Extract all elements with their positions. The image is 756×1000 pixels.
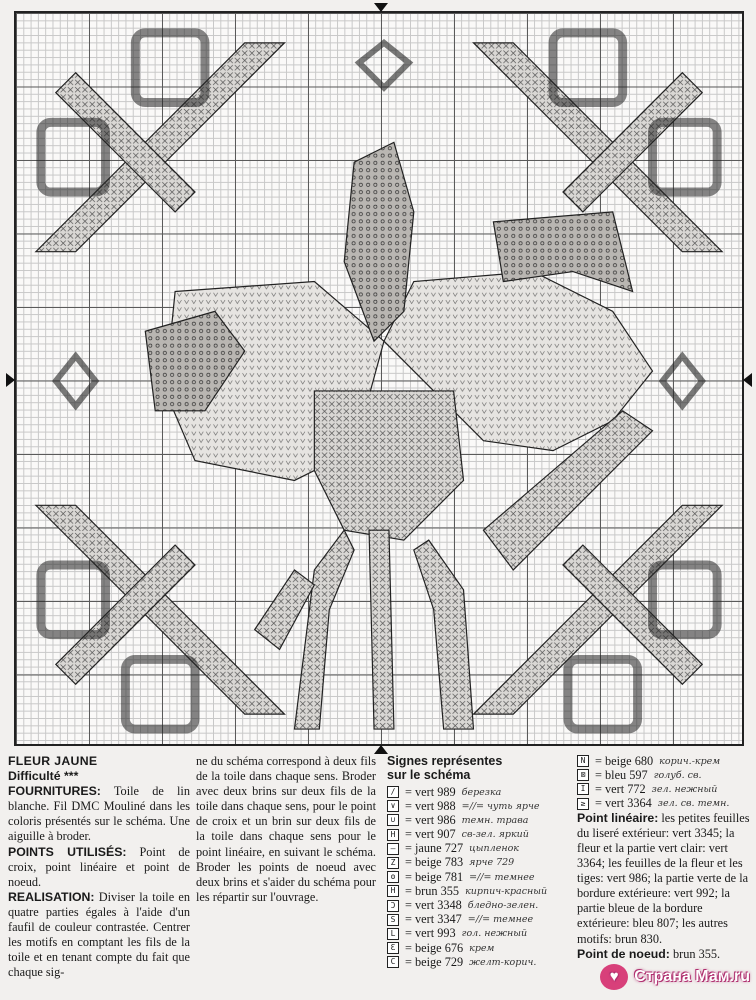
center-arrow-left: [6, 373, 15, 387]
stitch-symbol-icon: C: [387, 956, 399, 968]
color-key-row: [387, 856, 567, 870]
instructions-column-2: [196, 754, 376, 905]
handwritten-note: крем: [469, 942, 495, 954]
stitch-symbol-icon: —: [387, 843, 399, 855]
handwritten-note: березка: [461, 786, 502, 798]
watermark-suffix: .ru: [729, 968, 750, 985]
thread-color-label: = vert 772: [595, 781, 646, 796]
color-key-row: [387, 799, 567, 813]
cross-stitch-chart: [14, 11, 744, 746]
fournitures-paragraph: [8, 784, 190, 844]
stitch-symbol-icon: H: [387, 885, 399, 897]
handwritten-note: =//= темнее: [467, 914, 534, 926]
thread-color-label: = vert 993: [405, 926, 456, 941]
handwritten-note: бледно-зелен.: [467, 900, 539, 912]
key-heading-line1: Signes représentes: [387, 754, 503, 768]
points-label: POINTS UTILISÉS:: [8, 844, 127, 859]
stitch-symbol-icon: L: [387, 928, 399, 940]
center-arrow-right: [743, 373, 752, 387]
color-key-row: [387, 785, 567, 799]
color-key-row: [387, 955, 567, 969]
thread-color-label: = vert 3364: [595, 796, 652, 811]
color-key-list-1: [387, 785, 567, 969]
thread-color-label: = beige 729: [405, 954, 464, 969]
handwritten-note: ярче 729: [469, 857, 515, 869]
noeud-label: Point de noeud:: [577, 946, 670, 961]
color-key-row: [387, 941, 567, 955]
stitch-symbol-icon: ∪: [387, 814, 399, 826]
color-key-column-2: [577, 754, 752, 962]
handwritten-note: св-зел. яркий: [461, 829, 529, 841]
key-heading-line2: sur le schéma: [387, 768, 471, 782]
lineaire-text: les petites feuilles du liseré extérieur: vert 3345; la fleur et la partie vert clair: vert 3364; les feuilles de la fleur et les tiges: vert 986; la partie verte de la bordure extérieure: vert 992; la partie bleue de la bordure extérieure: bleu 807; les autres motifs: brun 830.: [577, 810, 750, 946]
stitch-symbol-icon: ∨: [387, 800, 399, 812]
handwritten-note: корич.-крем: [659, 755, 721, 767]
points-text: Point de croix, point linéaire et point de noeud.: [8, 844, 190, 889]
handwritten-note: цыпленок: [469, 843, 519, 855]
handwritten-note: кирпич-красный: [465, 885, 548, 897]
points-paragraph: [8, 845, 190, 890]
color-key-row: [577, 797, 752, 811]
thread-color-label: = jaune 727: [405, 841, 464, 856]
stitch-symbol-icon: H: [387, 829, 399, 841]
thread-color-label: = vert 3347: [405, 912, 462, 927]
color-key-column-1: [387, 754, 567, 969]
handwritten-note: темн. трава: [461, 814, 529, 826]
iris-motif-drawing: [16, 13, 742, 744]
realisation-label: REALISATION:: [8, 889, 95, 904]
thread-color-label: = beige 680: [595, 753, 654, 768]
color-key-row: [387, 842, 567, 856]
handwritten-note: =//= темнее: [469, 871, 535, 883]
color-key-row: [387, 813, 567, 827]
thread-color-label: = beige 783: [405, 855, 464, 870]
realisation-paragraph: [8, 890, 190, 981]
thread-color-label: = vert 986: [405, 812, 456, 827]
thread-color-label: = beige 781: [405, 869, 464, 884]
thread-color-label: = vert 907: [405, 827, 456, 842]
fournitures-text: Toile de lin blanche. Fil DMC Mouliné dans les coloris présentés sur le schéma. Une aiguille à broder.: [8, 784, 190, 844]
handwritten-note: зел. нежный: [651, 783, 718, 795]
thread-color-label: = vert 988: [405, 798, 456, 813]
stitch-symbol-icon: Ɛ: [387, 942, 399, 954]
center-arrow-top: [374, 3, 388, 12]
realisation-continued: ne du schéma correspond à deux fils de la toile dans chaque sens. Broder avec deux brins sur deux fils de la toile dans chaque sens, pour le point de croix et un brin sur deux fils de la toile dans chaque sens pour le point linéaire, en suivant le schéma. Broder les points de noeud avec deux brins et s'aider du schéma pour les répartir sur l'ouvrage.: [196, 754, 376, 904]
thread-color-label: = beige 676: [405, 940, 464, 955]
thread-color-label: = bleu 597: [595, 767, 648, 782]
stitch-symbol-icon: ʘ: [387, 871, 399, 883]
lineaire-label: Point linéaire:: [577, 810, 659, 825]
color-key-row: [577, 782, 752, 796]
realisation-text: Diviser la toile en quatre parties égales à l'aide d'un faufil de couleur contrastée. Centrer les motifs en comptant les fils de la toile et en tenant compte du fait que chaque sig-: [8, 889, 190, 980]
thread-color-label: = brun 355: [405, 883, 460, 898]
handwritten-note: гол. нежный: [461, 928, 528, 940]
site-watermark: [600, 962, 750, 992]
center-arrow-bottom: [374, 745, 388, 754]
instructions-column-1: [8, 754, 190, 980]
color-key-row: [387, 828, 567, 842]
handwritten-note: =//= чуть ярче: [461, 800, 540, 812]
color-key-list-2: [577, 754, 752, 811]
stitch-symbol-icon: ∕: [387, 786, 399, 798]
handwritten-note: зел. св. темн.: [657, 798, 730, 810]
color-key-row: [387, 927, 567, 941]
watermark-text: Страна Мам: [634, 968, 730, 985]
color-key-row: [387, 884, 567, 898]
stitch-symbol-icon: S: [387, 914, 399, 926]
noeud-text: brun 355.: [669, 946, 721, 961]
stitch-symbol-icon: ⊠: [577, 769, 589, 781]
heart-logo-icon: ♥: [600, 964, 628, 990]
stitch-symbol-icon: Z: [387, 857, 399, 869]
stitch-symbol-icon: N: [577, 755, 589, 767]
thread-color-label: = vert 3348: [405, 898, 462, 913]
handwritten-note: голуб. св.: [653, 769, 702, 781]
color-key-row: [577, 754, 752, 768]
pattern-title: FLEUR JAUNE: [8, 754, 98, 768]
fournitures-label: FOURNITURES:: [8, 784, 101, 799]
color-key-row: [387, 913, 567, 927]
handwritten-note: желт-корич.: [469, 956, 537, 968]
point-lineaire-paragraph: [577, 811, 752, 947]
color-key-row: [387, 870, 567, 884]
point-noeud-paragraph: [577, 947, 752, 962]
stitch-symbol-icon: ≥: [577, 798, 589, 810]
stitch-symbol-icon: Ɔ: [387, 900, 399, 912]
difficulty: Difficulté ***: [8, 769, 79, 784]
stitch-symbol-icon: I: [577, 783, 589, 795]
color-key-row: [577, 768, 752, 782]
thread-color-label: = vert 989: [405, 784, 456, 799]
color-key-row: [387, 899, 567, 913]
